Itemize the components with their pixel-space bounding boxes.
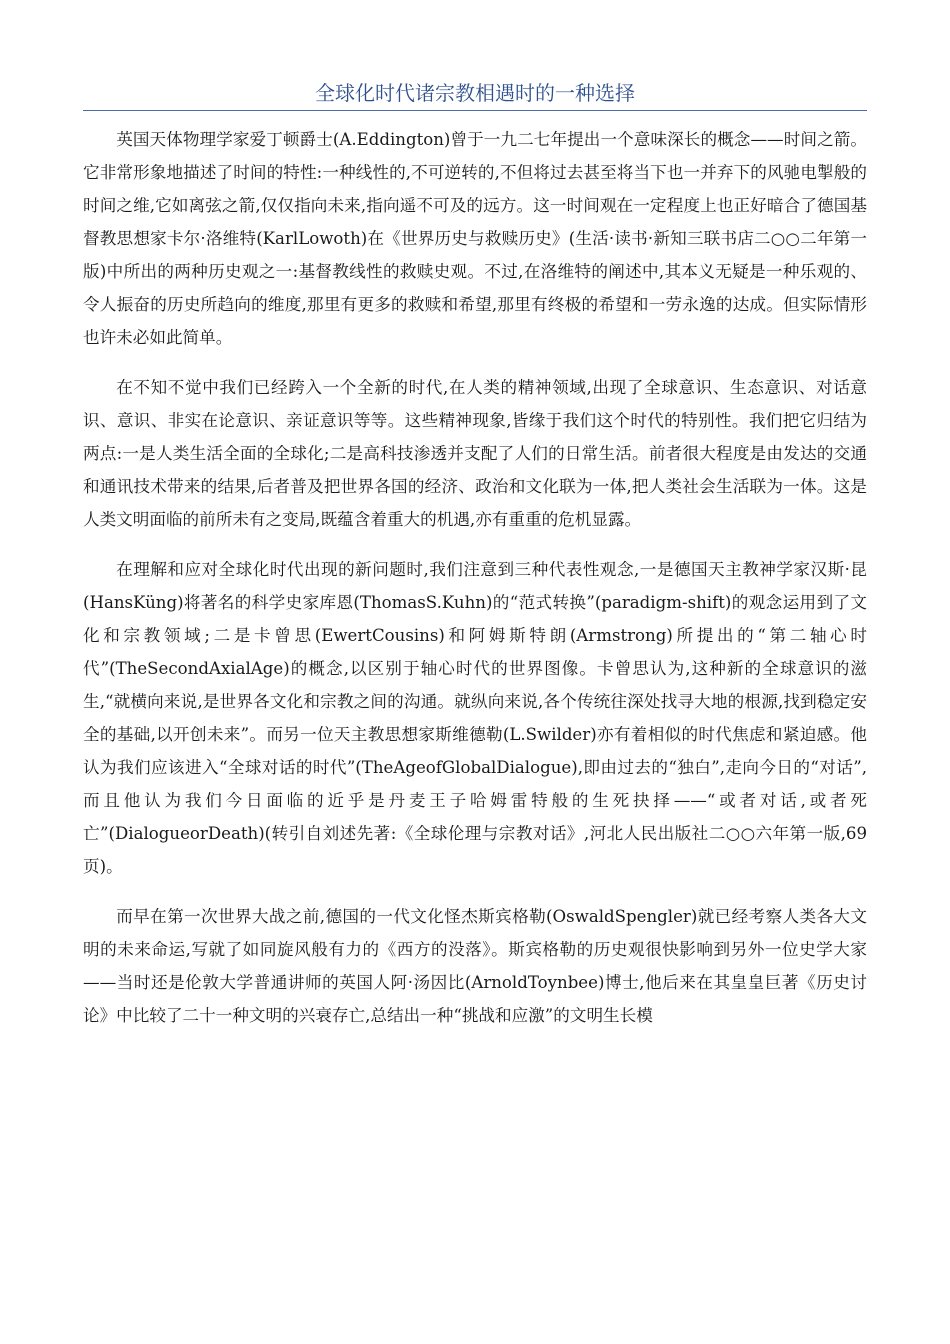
paragraph-1: 英国天体物理学家爱丁顿爵士(A.Eddington)曾于一九二七年提出一个意味深长的概念——时间之箭。它非常形象地描述了时间的特性:一种线性的,不可逆转的,不但将过去甚至将当下也一并弃下的风驰电掣般的时间之维,它如离弦之箭,仅仅指向未来,指向遥不可及的远方。这一时间观在一定程度上也正好暗合了德国基督教思想家卡尔·洛维特(KarlLowoth)在《世界历史与救赎历史》(生活·读书·新知三联书店二○○二年第一版)中所出的两种历史观之一:基督教线性的救赎史观。不过,在洛维特的阐述中,其本义无疑是一种乐观的、令人振奋的历史所趋向的维度,那里有更多的救赎和希望,那里有终极的希望和一劳永逸的达成。但实际情形也许未必如此简单。 [83,130,867,347]
paragraph-4: 而早在第一次世界大战之前,德国的一代文化怪杰斯宾格勒(OswaldSpengler)就已经考察人类各大文明的未来命运,写就了如同旋风般有力的《西方的没落》。斯宾格勒的历史观很快影响到另外一位史学大家——当时还是伦敦大学普通讲师的英国人阿·汤因比(ArnoldToynbee)博士,他后来在其皇皇巨著《历史讨论》中比较了二十一种文明的兴衰存亡,总结出一种“挑战和应激”的文明生长模 [83,907,867,1025]
paragraph-2: 在不知不觉中我们已经跨入一个全新的时代,在人类的精神领域,出现了全球意识、生态意识、对话意识、意识、非实在论意识、亲证意识等等。这些精神现象,皆缘于我们这个时代的特别性。我们把它归结为两点:一是人类生活全面的全球化;二是高科技渗透并支配了人们的日常生活。前者很大程度是由发达的交通和通讯技术带来的结果,后者普及把世界各国的经济、政治和文化联为一体,把人类社会生活联为一体。这是人类文明面临的前所未有之变局,既蕴含着重大的机遇,亦有重重的危机显露。 [83,378,867,529]
title-divider [83,110,867,111]
document-title: 全球化时代诸宗教相遇时的一种选择 [315,81,635,105]
paragraph-3: 在理解和应对全球化时代出现的新问题时,我们注意到三种代表性观念,一是德国天主教神学家汉斯·昆(HansKüng)将著名的科学史家库恩(ThomasS.Kuhn)的“范式转换”(paradigm-shift)的观念运用到了文化和宗教领域;二是卡曾思(EwertCousins)和阿姆斯特朗(Armstrong)所提出的“第二轴心时代”(TheSecondAxialAge)的概念,以区别于轴心时代的世界图像。卡曾思认为,这种新的全球意识的滋生,“就横向来说,是世界各文化和宗教之间的沟通。就纵向来说,各个传统往深处找寻大地的根源,找到稳定安全的基础,以开创未来”。而另一位天主教思想家斯维德勒(L.Swilder)亦有着相似的时代焦虑和紧迫感。他认为我们应该进入“全球对话的时代”(TheAgeofGlobalDialogue),即由过去的“独白”,走向今日的“对话”,而且他认为我们今日面临的近乎是丹麦王子哈姆雷特般的生死抉择——“或者对话,或者死亡”(DialogueorDeath)(转引自刘述先著:《全球伦理与宗教对话》,河北人民出版社二○○六年第一版,69页)。 [83,560,867,876]
